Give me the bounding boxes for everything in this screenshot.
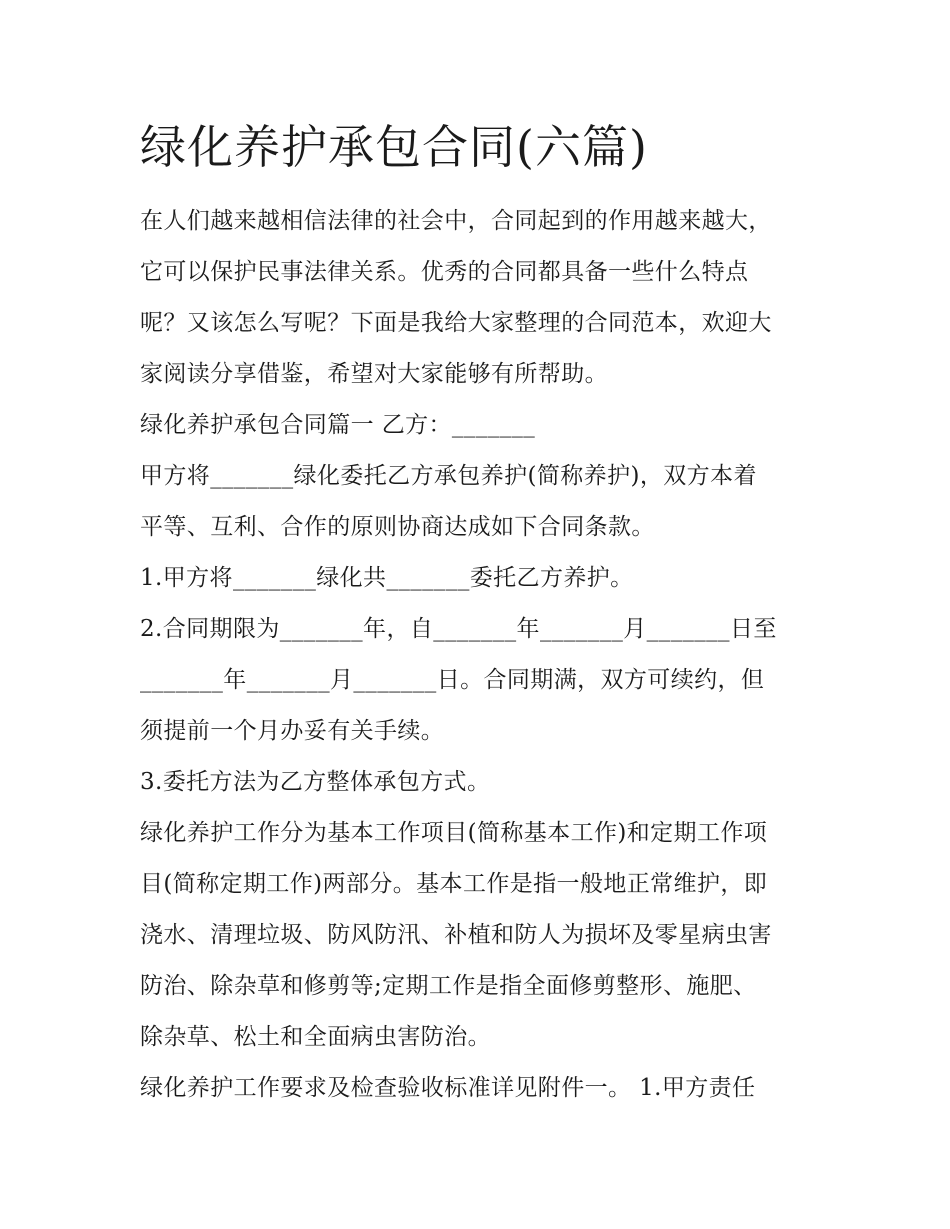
body-line: 防治、除杂草和修剪等;定期工作是指全面修剪整形、施肥、	[140, 973, 757, 999]
body-line: 绿化养护承包合同篇一 乙方：_______	[140, 412, 536, 438]
body-line: 1.甲方将_______绿化共_______委托乙方养护。	[140, 565, 634, 591]
body-line: _______年_______月_______日。合同期满，双方可续约，但	[140, 667, 765, 693]
body-line: 须提前一个月办妥有关手续。	[140, 718, 445, 744]
body-line: 呢？又该怎么写呢？下面是我给大家整理的合同范本，欢迎大	[140, 310, 772, 336]
body-line: 平等、互利、合作的原则协商达成如下合同条款。	[140, 514, 655, 540]
body-line: 家阅读分享借鉴，希望对大家能够有所帮助。	[140, 361, 608, 387]
body-line: 除杂草、松土和全面病虫害防治。	[140, 1024, 491, 1050]
body-line: 它可以保护民事法律关系。优秀的合同都具备一些什么特点	[140, 259, 749, 285]
body-line: 绿化养护工作要求及检查验收标准详见附件一。 1.甲方责任	[140, 1075, 756, 1101]
body-line: 绿化养护工作分为基本工作项目(简称基本工作)和定期工作项	[140, 820, 768, 846]
body-line: 2.合同期限为_______年，自_______年_______月_______日至	[140, 616, 777, 642]
body-line: 浇水、清理垃圾、防风防汛、补植和防人为损坏及零星病虫害	[140, 922, 772, 948]
body-line: 3.委托方法为乙方整体承包方式。	[140, 769, 491, 795]
body-line: 在人们越来越相信法律的社会中，合同起到的作用越来越大，	[140, 208, 772, 234]
document-body	[140, 196, 820, 1114]
body-line: 甲方将_______绿化委托乙方承包养护(简称养护)，双方本着	[140, 463, 757, 489]
document-title: 绿化养护承包合同(六篇)	[140, 120, 648, 174]
body-line: 目(简称定期工作)两部分。基本工作是指一般地正常维护，即	[140, 871, 768, 897]
